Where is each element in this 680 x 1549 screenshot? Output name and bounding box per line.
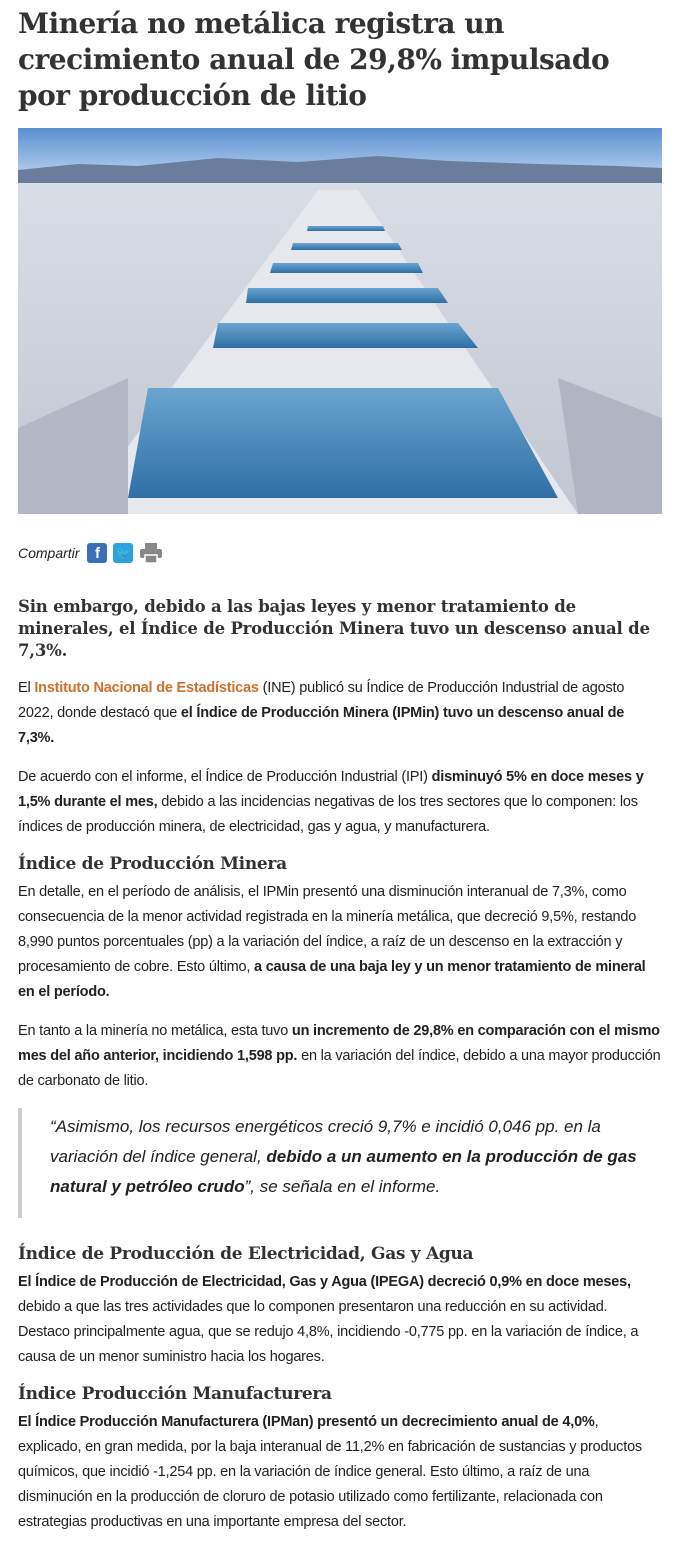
- share-label: Compartir: [18, 545, 80, 561]
- facebook-icon[interactable]: f: [87, 543, 107, 563]
- paragraph: [18, 1270, 662, 1370]
- text: debido a las incidencias negativas de los tres sectores que lo componen: los índices de producción minera, de electricidad, gas y agua, y manufacturera.: [18, 794, 638, 835]
- bold-text: disminuyó 5% en doce meses y 1,5% durante el mes,: [18, 769, 644, 810]
- bold-text: El Índice Producción Manufacturera (IPMan) presentó un decrecimiento anual de 4,0%: [18, 1414, 595, 1430]
- bold-text: a causa de una baja ley y un menor tratamiento de mineral en el período.: [18, 959, 646, 1000]
- section-heading-minera: Índice de Producción Minera: [18, 854, 287, 874]
- paragraph: [18, 765, 662, 840]
- text: debido a que las tres actividades que lo componen presentaron una reducción en su actividad. Destaco principalmente agua, que se redujo 4,8%, incidiendo -0,775 pp. en la variación de índice, a causa de un menor suministro hacia los hogares.: [18, 1299, 639, 1365]
- bold-text: debido a un aumento en la producción de gas natural y petróleo crudo: [50, 1147, 637, 1196]
- article: [0, 6, 680, 1535]
- article-subtitle: Sin embargo, debido a las bajas leyes y menor tratamiento de minerales, el Índice de Producción Minera tuvo un descenso anual de 7,3%.: [18, 597, 650, 660]
- ine-link[interactable]: Instituto Nacional de Estadísticas: [34, 680, 259, 696]
- twitter-icon[interactable]: 🐦: [113, 543, 133, 563]
- bold-text: el Índice de Producción Minera (IPMin) tuvo un descenso anual de 7,3%.: [18, 705, 625, 746]
- text: En tanto a la minería no metálica, esta tuvo: [18, 1023, 292, 1039]
- text: , explicado, en gran medida, por la baja interanual de 11,2% en fabricación de sustancias y productos químicos, que incidió -1,254 pp. en la variación de índice general. Esto último, a raíz de una disminución en la producción de cloruro de potasio utilizado como fertilizante, relacionada con estrategias productivas en una importante empresa del sector.: [18, 1414, 642, 1530]
- share-bar: [18, 542, 662, 564]
- section-heading-manufacturera: Índice Producción Manufacturera: [18, 1384, 332, 1404]
- bold-text: El Índice de Producción de Electricidad, Gas y Agua (IPEGA) decreció 0,9% en doce meses,: [18, 1274, 631, 1290]
- text: “Asimismo, los recursos energéticos creció 9,7% e incidió 0,046 pp. en la variación del índice general,: [50, 1117, 601, 1166]
- paragraph: [18, 676, 662, 751]
- section-heading-electricidad: Índice de Producción de Electricidad, Gas y Agua: [18, 1244, 474, 1264]
- text: De acuerdo con el informe, el Índice de Producción Industrial (IPI): [18, 769, 432, 785]
- text: El: [18, 680, 35, 696]
- print-icon[interactable]: [139, 542, 163, 564]
- text: (INE) publicó su Índice de Producción Industrial de agosto 2022, donde destacó que: [18, 680, 625, 721]
- hero-image-salt-flat-lithium-pools: [18, 128, 662, 514]
- paragraph: [18, 880, 662, 1005]
- article-title: Minería no metálica registra un crecimiento anual de 29,8% impulsado por producción de litio: [18, 7, 610, 112]
- blockquote: [18, 1108, 662, 1218]
- text: ”, se señala en el informe.: [244, 1177, 441, 1196]
- paragraph: [18, 1410, 662, 1535]
- text: en la variación del índice, debido a una mayor producción de carbonato de litio.: [18, 1048, 661, 1089]
- text: En detalle, en el período de análisis, el IPMin presentó una disminución interanual de 7,3%, como consecuencia de la menor actividad registrada en la minería metálica, que decreció 9,5%, restando 8,990 puntos porcentuales (pp) a la variación del índice, a raíz de un descenso en la extracción y procesamiento de cobre. Esto último,: [18, 884, 637, 975]
- paragraph: [18, 1019, 662, 1094]
- bold-text: un incremento de 29,8% en comparación con el mismo mes del año anterior, incidiendo 1,598 pp.: [18, 1023, 660, 1064]
